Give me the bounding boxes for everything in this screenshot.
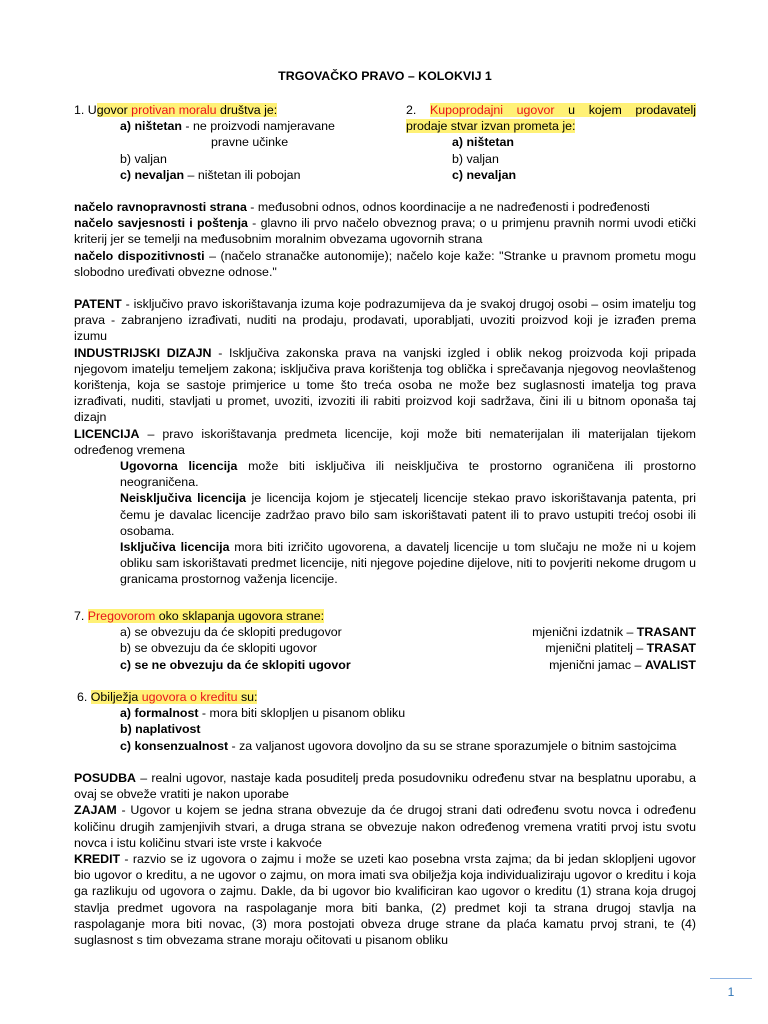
- page-number: 1: [727, 985, 735, 999]
- answer-c: c) se ne obvezuju da će sklopiti ugovor mjenični jamac – AVALIST: [120, 657, 696, 672]
- kredit-definition: KREDIT - razvio se iz ugovora o zajmu i može se uzeti kao posebna vrsta zajma; da bi jedan sklopljeni ugovor bio ugovor o kreditu, a ne ugovor o zajmu, on mora imati sva obilježja koja individualiziraju ugovor o kreditu i koja ga razlikuju od ugovora o zajmu. Dakle, da bi ugovor bio kvalificiran kao ugovor o kreditu (1) strana koja drugoj stavlja predmet ugovora na raspolaganje mora biti banka, (2) predmet koji ta strana drugoj stavlja na raspolaganje mora biti novac, (3) mora postojati obveza druge strane da plaća kamatu prvoj strani, te (4) suglasnost s tim obvezama strane moraju očitovati u pisanom obliku: [74, 852, 696, 948]
- answer-a: a) se obvezuju da će sklopiti predugovor mjenični izdatnik – TRASANT: [120, 625, 696, 640]
- principle-dispositivity: načelo dispozitivnosti – (načelo stranačke autonomije); načelo koje kaže: "Stranke u pravnom prometu mogu slobodno uređivati obvezne odnose.": [74, 248, 696, 279]
- answer-a: a) ništetan - ne proizvodi namjeravane: [120, 119, 335, 134]
- ip-block: [74, 296, 696, 588]
- question-6: [74, 689, 696, 754]
- principle-good-faith: načelo savjesnosti i poštenja - glavno ili prvo načelo obveznog prava; o u primjenu pravnih normi uvodi etički kriterij jer se temelji na međusobnim moralnim obvezama ugovornih strana: [74, 216, 697, 247]
- bill-term-drawee: mjenični platitelj – TRASAT: [545, 641, 696, 656]
- answer-b: b) valjan: [452, 151, 499, 166]
- licence-contractual: Ugovorna licencija može biti isključiva ili neisključiva te prostorno ograničena ili prostorno neograničena.: [120, 459, 696, 490]
- question-1: [74, 102, 374, 183]
- question-2: [406, 102, 696, 183]
- licence-exclusive: Isključiva licencija mora biti izričito ugovorena, a davatelj licencije u tom slučaju ne može ni u kojem obliku sam iskorištavati predmet licencije, niti njegove pojedine dijelove, niti to povjeriti nekome drugom u granicama prostornog važenja licencije.: [120, 540, 697, 587]
- patent-definition: PATENT - isključivo pravo iskorištavanja izuma koje podrazumijeva da je svakoj drugoj osobi – osim imatelju tog prava - zabranjeno izrađivati, nuditi na prodaju, prodavati, uporabljati, uvoziti proizvod koji je izrađen prema izumu: [74, 297, 696, 344]
- question-6-text: 6. Obilježja ugovora o kreditu su:: [77, 690, 258, 704]
- licence-non-exclusive: Neisključiva licencija je licencija kojom je stjecatelj licencije stekao pravo iskorištavanja patenta, pri čemu je davalac licencije zadržao pravo bilo sam iskorištavati patent ili to pravo ustupiti trećoj osobi ili osobama.: [120, 491, 696, 538]
- answer-c: c) konsenzualnost - za valjanost ugovora dovoljno da su se strane sporazumjele o bitnim sastojcima: [120, 738, 677, 753]
- question-2-text-cont: prodaje stvar izvan prometa je:: [406, 119, 576, 134]
- answer-c: c) nevaljan – ništetan ili pobojan: [120, 167, 301, 182]
- bill-term-guarantor: mjenični jamac – AVALIST: [549, 657, 696, 672]
- page-title: TRGOVAČKO PRAVO – KOLOKVIJ 1: [278, 69, 492, 83]
- answer-b: b) valjan: [120, 151, 167, 166]
- zajam-definition: ZAJAM - Ugovor u kojem se jedna strana obvezuje da će drugoj strani dati određenu svotu novca i određenu količinu drugih zamjenjivih stvari, a druga strana se obvezuje nakon određenog vremena vratiti prvoj istu svotu novca i istu količinu stvari iste vrste i kakvoće: [74, 803, 696, 850]
- question-7: [74, 608, 696, 673]
- bill-term-drawer: mjenični izdatnik – TRASANT: [532, 625, 696, 640]
- licence-definition: LICENCIJA – pravo iskorištavanja predmeta licencije, koji može biti nematerijalan ili materijalan tijekom određenog vremena: [74, 426, 696, 457]
- answer-c: c) nevaljan: [452, 167, 517, 182]
- answer-a-cont: pravne učinke: [211, 135, 289, 150]
- principle-equality: načelo ravnopravnosti strana - međusobni odnos, odnos koordinacije a ne nadređenosti i podređenosti: [74, 200, 650, 214]
- answer-a: a) ništetan: [452, 135, 514, 150]
- question-1-text: 1. Ugovor protivan moralu društva je:: [74, 103, 278, 117]
- answer-a: a) formalnost - mora biti sklopljen u pisanom obliku: [120, 706, 406, 721]
- question-2-text: 2. Kupoprodajni ugovor u kojem prodavatelj: [406, 103, 697, 117]
- principles-block: [74, 199, 696, 280]
- answer-b: b) se obvezuju da će sklopiti ugovor mjenični platitelj – TRASAT: [120, 641, 696, 656]
- contracts-block: [74, 770, 696, 948]
- answer-b: b) naplativost: [120, 722, 201, 737]
- footer-divider: [710, 978, 752, 979]
- posudba-definition: POSUDBA – realni ugovor, nastaje kada posuditelj preda posudovniku određenu stvar na besplatnu uporabu, a ovaj se obveže vratiti je nakon uporabe: [74, 771, 696, 802]
- design-definition: INDUSTRIJSKI DIZAJN - Isključiva zakonska prava na vanjski izgled i oblik nekog proizvoda koji pripada njegovom imatelju temeljem zakona; isključiva prava korištenja tog oblička i sprečavanja njegovog neovlaštenog korištenja, koja se sastoje primjerice u tome što treća osoba ne može bez suglasnosti imatelja tog prava izrađivati, nuditi, stavljati u promet, uvoziti, izvoziti ili rabiti proizvod koji sadržava, čini ili u bitnom oponaša taj dizajn: [74, 345, 696, 425]
- question-7-text: 7. Pregovorom oko sklapanja ugovora strane:: [74, 609, 325, 623]
